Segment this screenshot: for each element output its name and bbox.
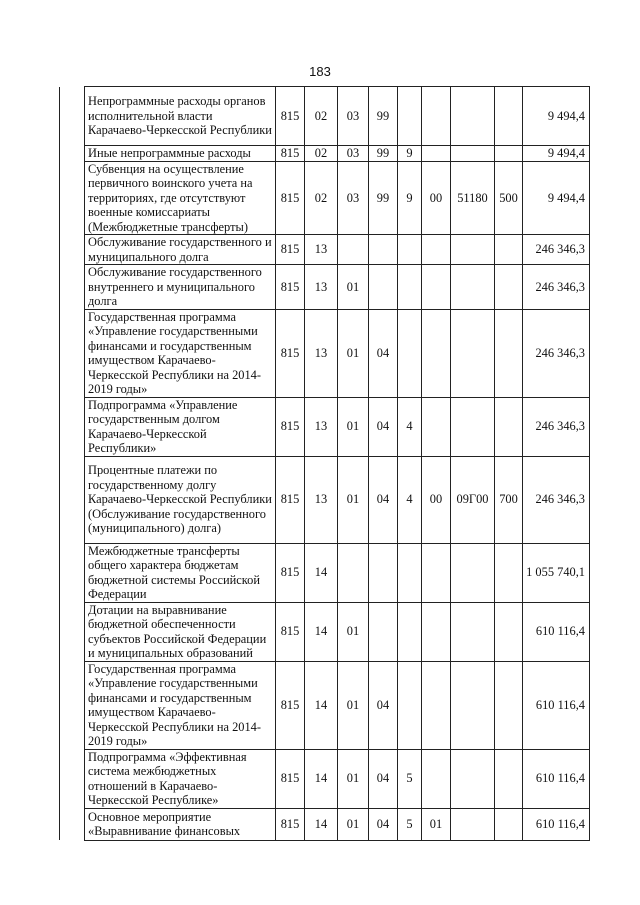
row-ministry-cell: 815 [276,808,305,840]
row-program-cell [369,543,398,602]
row-subprogram-cell: 9 [398,161,422,235]
row-subsection-cell: 01 [338,749,369,808]
row-ministry-cell: 815 [276,146,305,162]
row-event-cell [422,602,451,661]
row-name-cell: Иные непрограммные расходы [85,146,276,162]
row-subprogram-cell [398,87,422,146]
row-event-cell [422,661,451,749]
row-program-cell: 04 [369,456,398,543]
table-row [60,309,590,397]
row-amount-cell: 610 116,4 [523,808,590,840]
row-amount-cell: 246 346,3 [523,456,590,543]
row-expense-type-cell: 700 [495,456,523,543]
row-margin-cell [60,161,85,235]
row-ministry-cell: 815 [276,265,305,310]
row-program-cell: 04 [369,749,398,808]
row-amount-cell: 246 346,3 [523,235,590,265]
row-event-cell: 00 [422,161,451,235]
row-margin-cell [60,456,85,543]
row-margin-cell [60,749,85,808]
row-section-cell: 02 [305,87,338,146]
row-amount-cell: 610 116,4 [523,602,590,661]
row-subsection-cell: 01 [338,397,369,456]
row-section-cell: 13 [305,397,338,456]
row-expense-type-cell [495,397,523,456]
row-subsection-cell: 01 [338,309,369,397]
row-subprogram-cell [398,265,422,310]
row-event-cell [422,87,451,146]
row-ministry-cell: 815 [276,161,305,235]
row-name-cell: Процентные платежи по государственному долгу Карачаево-Черкесской Республики (Обслуживание государственного (муниципального) долга) [85,456,276,543]
row-program-cell: 99 [369,161,398,235]
row-program-cell [369,265,398,310]
row-section-cell: 14 [305,749,338,808]
row-direction-cell [451,309,495,397]
row-program-cell: 04 [369,808,398,840]
row-expense-type-cell [495,543,523,602]
row-subprogram-cell: 4 [398,397,422,456]
row-direction-cell [451,235,495,265]
row-name-cell: Обслуживание государственного внутреннего и муниципального долга [85,265,276,310]
row-event-cell [422,543,451,602]
row-subsection-cell: 01 [338,265,369,310]
row-subsection-cell: 01 [338,456,369,543]
row-direction-cell [451,808,495,840]
row-direction-cell: 09Г00 [451,456,495,543]
row-name-cell: Государственная программа «Управление государственными финансами и государственным имуществом Карачаево-Черкесской Республики на 2014-2019 годы» [85,309,276,397]
row-section-cell: 13 [305,309,338,397]
row-expense-type-cell: 500 [495,161,523,235]
row-margin-cell [60,661,85,749]
row-subprogram-cell [398,661,422,749]
row-subprogram-cell: 5 [398,749,422,808]
budget-table-body [60,87,590,841]
row-direction-cell [451,87,495,146]
row-name-cell: Субвенция на осуществление первичного воинского учета на территориях, где отсутствуют военные комиссариаты (Межбюджетные трансферты) [85,161,276,235]
row-event-cell: 01 [422,808,451,840]
row-section-cell: 14 [305,808,338,840]
row-section-cell: 13 [305,235,338,265]
row-program-cell: 04 [369,309,398,397]
row-expense-type-cell [495,661,523,749]
row-section-cell: 14 [305,661,338,749]
row-expense-type-cell [495,235,523,265]
row-event-cell [422,749,451,808]
table-row [60,661,590,749]
table-row [60,808,590,840]
row-direction-cell: 51180 [451,161,495,235]
row-ministry-cell: 815 [276,235,305,265]
row-section-cell: 13 [305,456,338,543]
row-name-cell: Межбюджетные трансферты общего характера бюджетам бюджетной системы Российской Федерации [85,543,276,602]
table-row [60,749,590,808]
row-name-cell: Обслуживание государственного и муниципального долга [85,235,276,265]
row-program-cell: 04 [369,661,398,749]
row-direction-cell [451,146,495,162]
row-name-cell: Подпрограмма «Эффективная система межбюджетных отношений в Карачаево-Черкесской Республике» [85,749,276,808]
row-program-cell: 99 [369,146,398,162]
row-margin-cell [60,265,85,310]
row-program-cell: 99 [369,87,398,146]
row-margin-cell [60,146,85,162]
row-direction-cell [451,749,495,808]
row-margin-cell [60,87,85,146]
table-row [60,161,590,235]
row-subsection-cell: 01 [338,602,369,661]
row-event-cell: 00 [422,456,451,543]
table-row [60,456,590,543]
row-ministry-cell: 815 [276,456,305,543]
row-subsection-cell: 03 [338,161,369,235]
row-ministry-cell: 815 [276,749,305,808]
row-amount-cell: 9 494,4 [523,87,590,146]
row-section-cell: 14 [305,602,338,661]
row-amount-cell: 9 494,4 [523,146,590,162]
table-row [60,602,590,661]
row-subprogram-cell [398,235,422,265]
row-program-cell: 04 [369,397,398,456]
row-amount-cell: 246 346,3 [523,309,590,397]
row-margin-cell [60,602,85,661]
table-row [60,146,590,162]
row-event-cell [422,397,451,456]
row-name-cell: Дотации на выравнивание бюджетной обеспеченности субъектов Российской Федерации и муниципальных образований [85,602,276,661]
budget-table [59,86,590,841]
row-expense-type-cell [495,87,523,146]
row-subsection-cell [338,543,369,602]
row-event-cell [422,265,451,310]
row-event-cell [422,309,451,397]
row-event-cell [422,235,451,265]
row-direction-cell [451,397,495,456]
row-expense-type-cell [495,309,523,397]
row-amount-cell: 610 116,4 [523,749,590,808]
row-ministry-cell: 815 [276,87,305,146]
row-expense-type-cell [495,265,523,310]
row-ministry-cell: 815 [276,397,305,456]
row-subsection-cell [338,235,369,265]
row-program-cell [369,235,398,265]
row-amount-cell: 246 346,3 [523,397,590,456]
row-subprogram-cell [398,543,422,602]
row-program-cell [369,602,398,661]
row-subsection-cell: 01 [338,808,369,840]
row-ministry-cell: 815 [276,309,305,397]
row-name-cell: Государственная программа «Управление государственными финансами и государственным имуществом Карачаево-Черкесской Республики на 2014-2019 годы» [85,661,276,749]
row-margin-cell [60,309,85,397]
row-subprogram-cell [398,602,422,661]
row-ministry-cell: 815 [276,602,305,661]
row-subprogram-cell [398,309,422,397]
row-section-cell: 02 [305,161,338,235]
row-expense-type-cell [495,602,523,661]
row-margin-cell [60,397,85,456]
table-row [60,397,590,456]
row-name-cell: Подпрограмма «Управление государственным долгом Карачаево-Черкесской Республики» [85,397,276,456]
row-ministry-cell: 815 [276,661,305,749]
row-name-cell: Непрограммные расходы органов исполнительной власти Карачаево-Черкесской Республики [85,87,276,146]
row-ministry-cell: 815 [276,543,305,602]
row-section-cell: 13 [305,265,338,310]
row-subsection-cell: 03 [338,87,369,146]
row-name-cell: Основное мероприятие «Выравнивание финансовых [85,808,276,840]
row-amount-cell: 9 494,4 [523,161,590,235]
row-subsection-cell: 03 [338,146,369,162]
row-direction-cell [451,265,495,310]
table-row [60,235,590,265]
row-direction-cell [451,661,495,749]
row-expense-type-cell [495,749,523,808]
table-row [60,265,590,310]
row-subprogram-cell: 5 [398,808,422,840]
row-margin-cell [60,235,85,265]
row-subsection-cell: 01 [338,661,369,749]
row-section-cell: 14 [305,543,338,602]
row-section-cell: 02 [305,146,338,162]
row-expense-type-cell [495,146,523,162]
row-amount-cell: 610 116,4 [523,661,590,749]
row-amount-cell: 1 055 740,1 [523,543,590,602]
row-amount-cell: 246 346,3 [523,265,590,310]
table-row [60,543,590,602]
row-subprogram-cell: 4 [398,456,422,543]
table-row [60,87,590,146]
row-direction-cell [451,602,495,661]
row-direction-cell [451,543,495,602]
page-number: 183 [309,64,331,79]
row-margin-cell [60,808,85,840]
row-margin-cell [60,543,85,602]
row-event-cell [422,146,451,162]
row-subprogram-cell: 9 [398,146,422,162]
row-expense-type-cell [495,808,523,840]
